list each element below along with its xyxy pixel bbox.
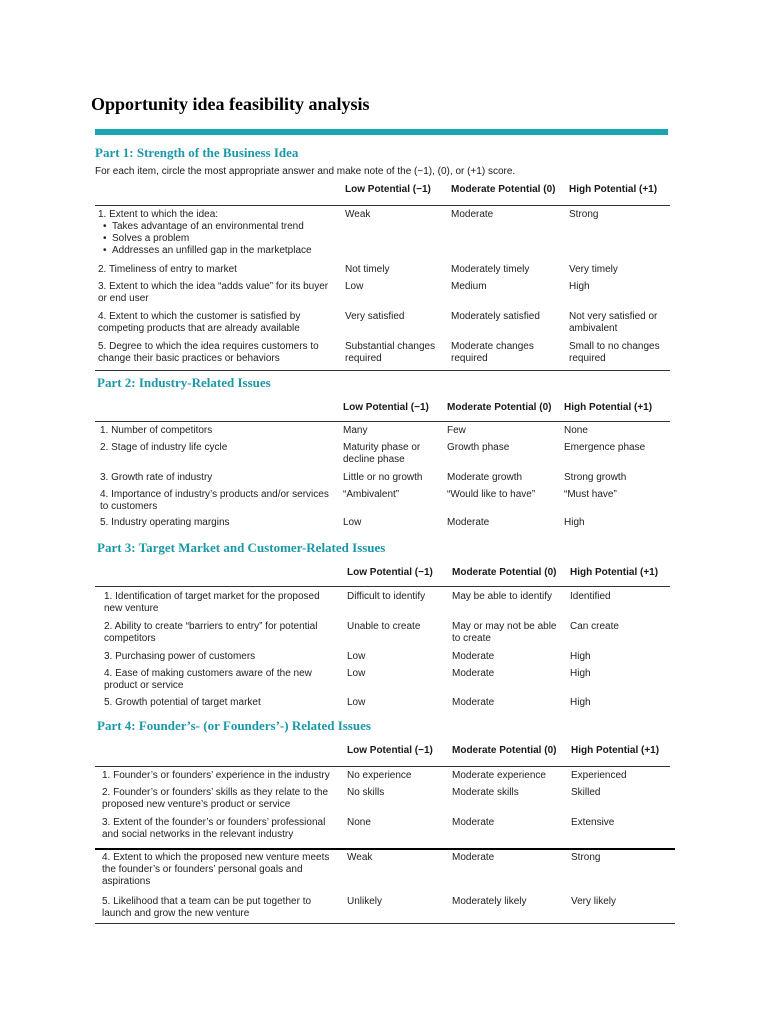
answer-moderate: Few <box>447 425 466 436</box>
answer-high: “Must have” <box>564 489 617 500</box>
criterion-item <box>104 697 334 709</box>
criterion-item <box>102 896 342 920</box>
criterion-item <box>100 472 335 484</box>
answer-high: Skilled <box>571 787 601 798</box>
criterion-text: 2. Stage of industry life cycle <box>100 442 228 453</box>
answer-high: Small to no changes required <box>569 341 660 364</box>
answer-high: Emergence phase <box>564 442 646 453</box>
criterion-item <box>98 264 338 276</box>
answer-high: High <box>569 281 590 292</box>
answer-high: High <box>570 697 591 708</box>
answer-low: Low <box>347 651 366 662</box>
column-header-high: High Potential (+1) <box>564 402 653 413</box>
criterion-item <box>100 442 335 454</box>
column-header-low: Low Potential (−1) <box>345 184 431 195</box>
criterion-bullets <box>98 221 338 257</box>
column-header-high: High Potential (+1) <box>570 567 659 578</box>
criterion-item <box>100 517 335 529</box>
answer-low: Maturity phase or decline phase <box>343 442 421 465</box>
part-title: Part 3: Target Market and Customer-Related Issues <box>97 540 386 555</box>
answer-low: Low <box>343 517 362 528</box>
answer-moderate: Moderately likely <box>452 896 527 907</box>
answer-high: Not very satisfied or ambivalent <box>569 311 658 334</box>
column-header-moderate: Moderate Potential (0) <box>447 402 552 413</box>
answer-high: Strong <box>571 852 601 863</box>
answer-low: Many <box>343 425 368 436</box>
criterion-text: 4. Extent to which the proposed new venture meets the founder’s or founders’ personal goals and aspirations <box>102 852 330 887</box>
answer-moderate: Moderate <box>452 651 495 662</box>
criterion-text: 5. Growth potential of target market <box>104 697 261 708</box>
answer-low: Little or no growth <box>343 472 423 483</box>
table-rule <box>95 923 675 924</box>
answer-high: Strong growth <box>564 472 627 483</box>
answer-moderate: Growth phase <box>447 442 510 453</box>
criterion-item <box>104 668 334 692</box>
answer-moderate: Moderate <box>452 852 495 863</box>
answer-high: High <box>570 668 591 679</box>
criterion-item <box>104 621 334 645</box>
criterion-item <box>98 341 338 365</box>
criterion-bullet: • Takes advantage of an environmental trend <box>112 221 338 233</box>
answer-high: High <box>564 517 585 528</box>
criterion-text: 4. Importance of industry’s products and/or services to customers <box>100 489 329 512</box>
answer-moderate: Moderate experience <box>452 770 546 781</box>
answer-low: Weak <box>345 209 371 220</box>
answer-moderate: Moderately timely <box>451 264 530 275</box>
part-title: Part 4: Founder’s- (or Founders’-) Related Issues <box>97 718 371 733</box>
criterion-text: 5. Likelihood that a team can be put together to launch and grow the new venture <box>102 896 312 919</box>
criterion-item <box>104 591 334 615</box>
column-header-moderate: Moderate Potential (0) <box>451 184 556 195</box>
criterion-item <box>102 787 342 811</box>
answer-high: High <box>570 651 591 662</box>
part-title: Part 2: Industry-Related Issues <box>97 375 271 390</box>
answer-moderate: Moderately satisfied <box>451 311 540 322</box>
table-rule <box>95 370 670 371</box>
answer-moderate: Moderate <box>452 668 495 679</box>
answer-high: Very likely <box>571 896 617 907</box>
answer-high: None <box>564 425 588 436</box>
answer-high: Very timely <box>569 264 618 275</box>
criterion-text: 4. Extent to which the customer is satisfied by competing products that are already available <box>98 311 301 334</box>
answer-high: Strong <box>569 209 599 220</box>
answer-low: No experience <box>347 770 412 781</box>
table-rule <box>95 766 670 767</box>
column-header-high: High Potential (+1) <box>569 184 658 195</box>
answer-moderate: Medium <box>451 281 487 292</box>
table-rule <box>95 421 670 422</box>
instructions: For each item, circle the most appropriate answer and make note of the (−1), (0), or (+1) score. <box>95 166 516 177</box>
table-rule <box>95 848 675 850</box>
answer-low: Unlikely <box>347 896 383 907</box>
answer-moderate: Moderate <box>452 697 495 708</box>
criterion-item <box>102 817 342 841</box>
answer-high: Extensive <box>571 817 615 828</box>
answer-moderate: Moderate <box>447 517 490 528</box>
criterion-text: 5. Industry operating margins <box>100 517 230 528</box>
criterion-text: 1. Identification of target market for the proposed new venture <box>104 591 320 614</box>
answer-low: Very satisfied <box>345 311 405 322</box>
criterion-text: 5. Degree to which the idea requires customers to change their basic practices or behaviors <box>98 341 319 364</box>
answer-moderate: May be able to identify <box>452 591 553 602</box>
column-header-low: Low Potential (−1) <box>347 745 433 756</box>
answer-low: Low <box>347 668 366 679</box>
answer-low: Unable to create <box>347 621 421 632</box>
criterion-text: 1. Founder’s or founders’ experience in the industry <box>102 770 330 781</box>
criterion-bullet: • Solves a problem <box>112 233 338 245</box>
page-title: Opportunity idea feasibility analysis <box>91 94 370 114</box>
answer-low: None <box>347 817 371 828</box>
answer-moderate: Moderate changes required <box>451 341 534 364</box>
criterion-text: 1. Extent to which the idea: <box>98 209 219 220</box>
criterion-item <box>98 281 338 305</box>
answer-low: No skills <box>347 787 385 798</box>
criterion-item <box>104 651 334 663</box>
column-header-high: High Potential (+1) <box>571 745 660 756</box>
answer-moderate: Moderate <box>451 209 494 220</box>
criterion-text: 2. Timeliness of entry to market <box>98 264 237 275</box>
criterion-text: 3. Extent of the founder’s or founders’ professional and social networks in the relevant industry <box>102 817 326 840</box>
criterion-text: 1. Number of competitors <box>100 425 213 436</box>
answer-low: Not timely <box>345 264 390 275</box>
answer-moderate: May or may not be able to create <box>452 621 557 644</box>
criterion-text: 2. Founder’s or founders’ skills as they relate to the proposed new venture’s product or service <box>102 787 329 810</box>
criterion-bullet: • Addresses an unfilled gap in the marketplace <box>112 245 338 257</box>
answer-low: Low <box>347 697 366 708</box>
part-title: Part 1: Strength of the Business Idea <box>95 145 299 160</box>
answer-low: Difficult to identify <box>347 591 426 602</box>
column-header-moderate: Moderate Potential (0) <box>452 745 557 756</box>
criterion-text: 4. Ease of making customers aware of the new product or service <box>104 668 312 691</box>
criterion-item <box>98 209 338 257</box>
criterion-text: 3. Extent to which the idea “adds value” for its buyer or end user <box>98 281 329 304</box>
answer-low: “Ambivalent” <box>343 489 400 500</box>
answer-moderate: “Would like to have” <box>447 489 536 500</box>
answer-high: Identified <box>570 591 611 602</box>
criterion-text: 2. Ability to create “barriers to entry” for potential competitors <box>104 621 318 644</box>
criterion-item <box>102 852 342 888</box>
title-rule <box>95 129 668 135</box>
answer-high: Experienced <box>571 770 627 781</box>
column-header-moderate: Moderate Potential (0) <box>452 567 557 578</box>
answer-low: Substantial changes required <box>345 341 436 364</box>
criterion-text: 3. Purchasing power of customers <box>104 651 256 662</box>
criterion-item <box>100 489 335 513</box>
criterion-item <box>102 770 342 782</box>
answer-low: Low <box>345 281 364 292</box>
table-rule <box>95 586 670 587</box>
criterion-item <box>100 425 335 437</box>
column-header-low: Low Potential (−1) <box>343 402 429 413</box>
answer-moderate: Moderate growth <box>447 472 523 483</box>
criterion-text: 3. Growth rate of industry <box>100 472 213 483</box>
answer-moderate: Moderate <box>452 817 495 828</box>
answer-high: Can create <box>570 621 619 632</box>
column-header-low: Low Potential (−1) <box>347 567 433 578</box>
criterion-item <box>98 311 338 335</box>
answer-moderate: Moderate skills <box>452 787 519 798</box>
answer-low: Weak <box>347 852 373 863</box>
table-rule <box>95 205 670 206</box>
